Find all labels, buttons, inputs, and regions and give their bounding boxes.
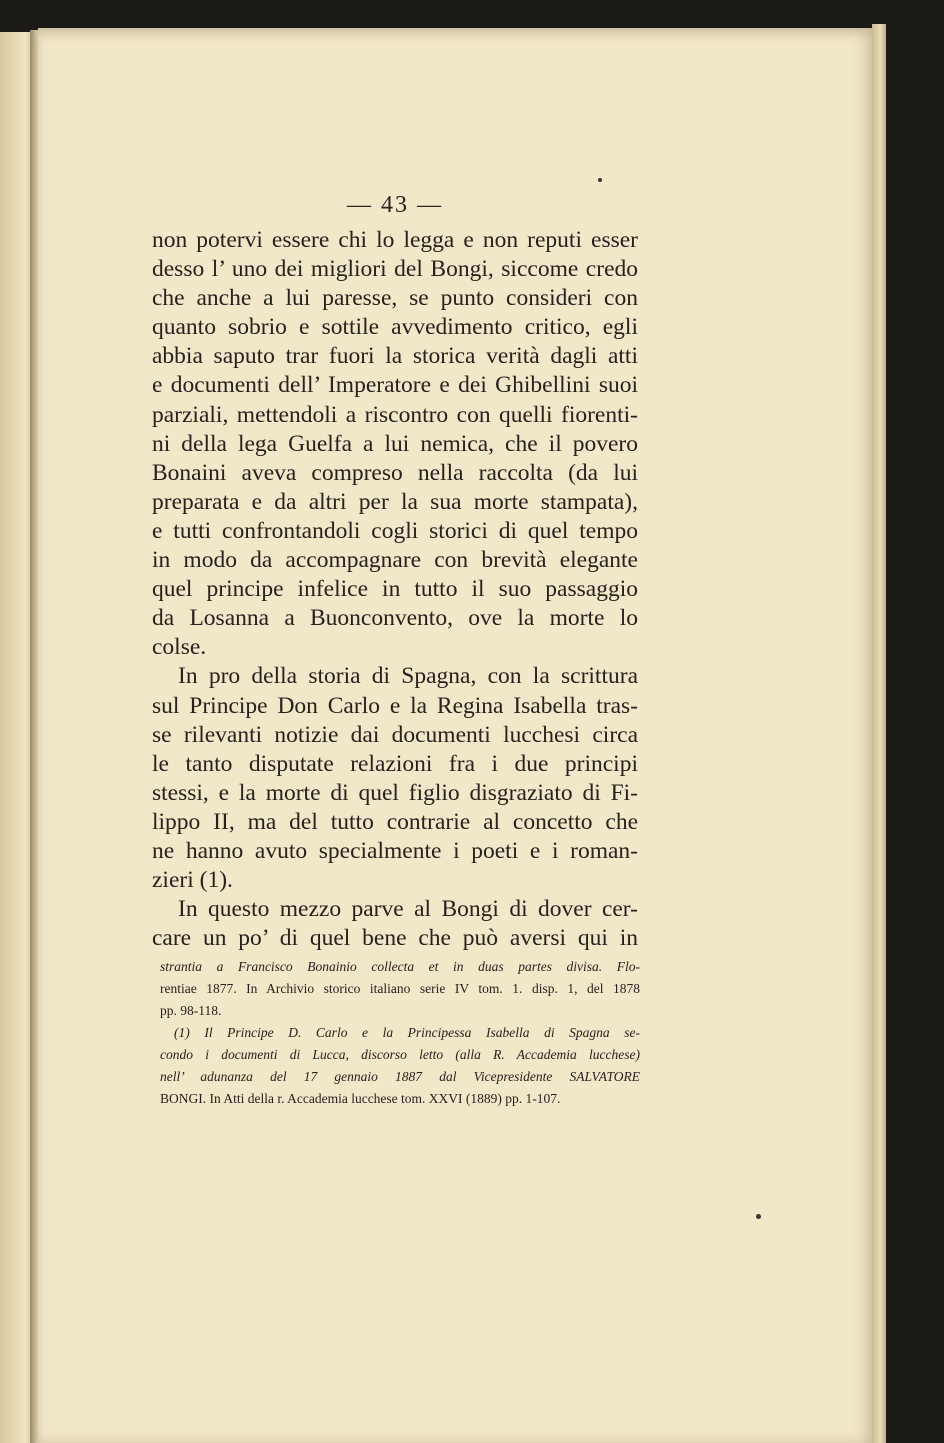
body-line: care un po’ di quel bene che può aversi qui in: [152, 925, 638, 952]
body-line: stessi, e la morte di quel figlio disgraziato di Fi-: [152, 779, 638, 806]
footnotes: [160, 956, 640, 1110]
body-line: ne hanno avuto specialmente i poeti e i roman-: [152, 837, 638, 864]
paper-speck: [598, 178, 602, 182]
right-page-edge: [872, 24, 886, 1443]
body-line: In questo mezzo parve al Bongi di dover cer-: [178, 896, 638, 923]
body-line: lippo II, ma del tutto contrarie al concetto che: [152, 808, 638, 835]
body-line: e tutti confrontandoli cogli storici di quel tempo: [152, 517, 638, 544]
footnote-line: (1) Il Principe D. Carlo e la Principessa Isabella di Spagna se-: [174, 1025, 640, 1040]
body-line: e documenti dell’ Imperatore e dei Ghibellini suoi: [152, 372, 638, 399]
body-line: preparata e da altri per la sua morte stampata),: [152, 488, 638, 515]
footnote-line: nell’ adunanza del 17 gennaio 1887 dal Vicepresidente SALVATORE: [160, 1069, 640, 1084]
body-line: In pro della storia di Spagna, con la scrittura: [178, 663, 638, 690]
body-line: zieri (1).: [152, 867, 233, 894]
body-line: in modo da accompagnare con brevità elegante: [152, 547, 638, 574]
body-line: quanto sobrio e sottile avvedimento critico, egli: [152, 314, 638, 341]
page-number: — 43 —: [347, 192, 443, 218]
body-line: da Losanna a Buonconvento, ove la morte lo: [152, 605, 638, 632]
footnote-line: BONGI. In Atti della r. Accademia lucchese tom. XXVI (1889) pp. 1-107.: [160, 1091, 561, 1106]
body-line: desso l’ uno dei migliori del Bongi, siccome credo: [152, 256, 638, 283]
body-line: abbia saputo trar fuori la storica verità dagli atti: [152, 343, 638, 370]
body-line: che anche a lui paresse, se punto consideri con: [152, 285, 638, 312]
body-line: quel principe infelice in tutto il suo passaggio: [152, 576, 638, 603]
footnote-line: condo i documenti di Lucca, discorso letto (alla R. Accademia lucchese): [160, 1047, 640, 1062]
body-line: sul Principe Don Carlo e la Regina Isabella tras-: [152, 692, 638, 719]
footnote-line: strantia a Francisco Bonainio collecta et in duas partes divisa. Flo-: [160, 959, 640, 974]
body-line: se rilevanti notizie dai documenti lucchesi circa: [152, 721, 638, 748]
paper-speck: [756, 1214, 761, 1219]
body-line: non potervi essere chi lo legga e non reputi esser: [152, 227, 638, 253]
footnote-line: rentiae 1877. In Archivio storico italiano serie IV tom. 1. disp. 1, del 1878: [160, 981, 640, 996]
body-line: colse.: [152, 634, 207, 661]
body-text: [152, 226, 638, 953]
body-line: parziali, mettendoli a riscontro con quelli fiorenti-: [152, 401, 638, 428]
body-line: Bonaini aveva compreso nella raccolta (da lui: [152, 459, 638, 486]
body-line: ni della lega Guelfa a lui nemica, che il povero: [152, 430, 638, 457]
footnote-line: pp. 98-118.: [160, 1003, 222, 1018]
body-line: le tanto disputate relazioni fra i due principi: [152, 750, 638, 777]
